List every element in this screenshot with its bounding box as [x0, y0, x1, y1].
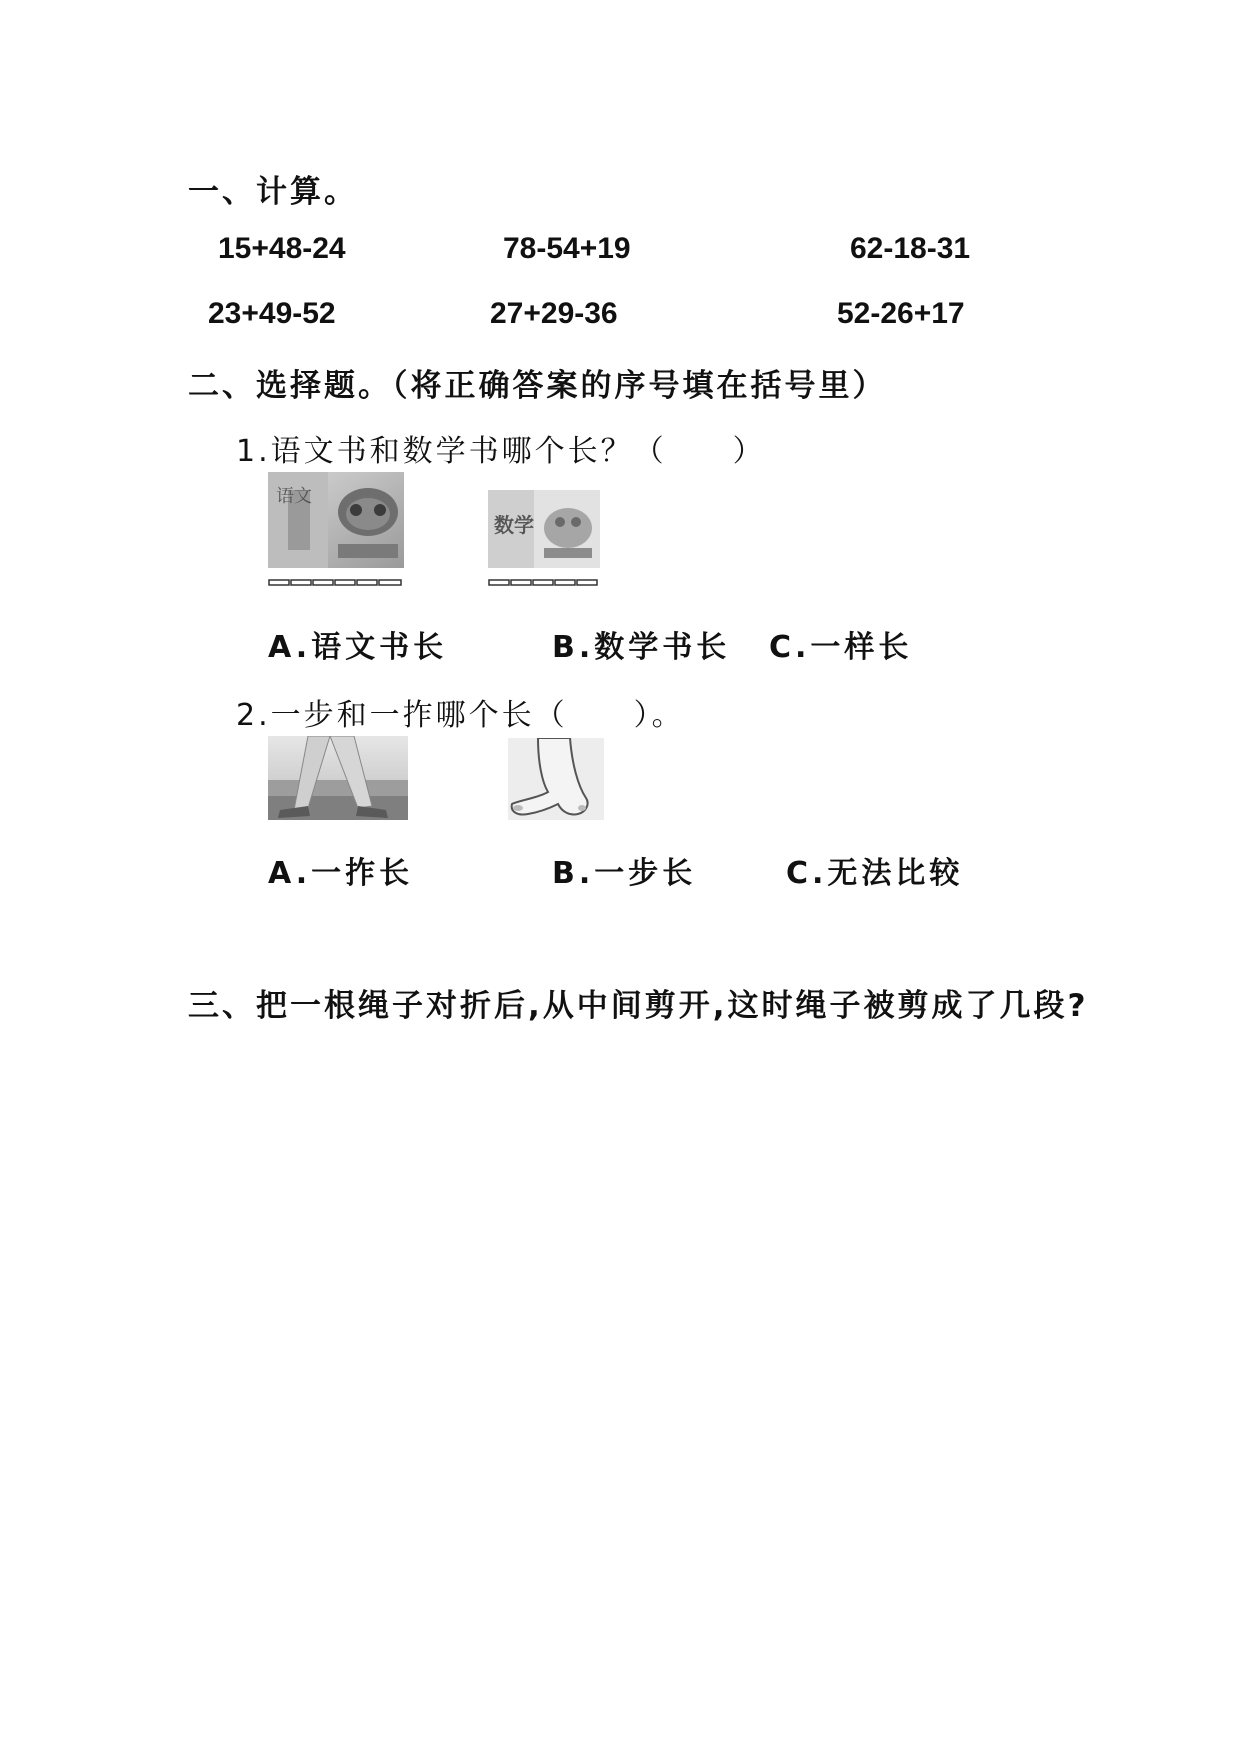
- question-2: 2.一步和一拃哪个长（ ）。: [236, 698, 685, 733]
- question-1: 1.语文书和数学书哪个长？（ ）: [236, 434, 766, 469]
- q2-option-b: B.一步长: [552, 856, 697, 891]
- calc-problem-4: 23+49-52: [208, 297, 336, 330]
- chinese-book-cover-text: 语文: [276, 486, 312, 507]
- q2-option-c: C.无法比较: [786, 856, 964, 891]
- walking-step-image: [268, 736, 408, 820]
- q1-option-a: A.语文书长: [268, 630, 448, 665]
- section3-title: 三、把一根绳子对折后,从中间剪开,这时绳子被剪成了几段?: [188, 988, 1089, 1024]
- math-book-ruler: [488, 572, 600, 580]
- q1-option-b: B.数学书长: [552, 630, 731, 665]
- q1-option-c: C.一样长: [769, 630, 913, 665]
- math-book-cover-text: 数学: [494, 513, 534, 537]
- section1-title: 一、计算。: [188, 174, 358, 210]
- calc-problem-1: 15+48-24: [218, 232, 346, 265]
- calc-problem-5: 27+29-36: [490, 297, 618, 330]
- hand-span-image: [508, 738, 604, 820]
- section2-title: 二、选择题。（将正确答案的序号填在括号里）: [188, 368, 887, 404]
- chinese-book-image: [268, 472, 404, 568]
- calc-problem-3: 62-18-31: [850, 232, 971, 265]
- math-book-image: [488, 490, 600, 568]
- chinese-book-ruler: [268, 572, 404, 580]
- calc-problem-6: 52-26+17: [837, 297, 965, 330]
- calc-problem-2: 78-54+19: [503, 232, 631, 265]
- q2-option-a: A.一拃长: [268, 856, 414, 891]
